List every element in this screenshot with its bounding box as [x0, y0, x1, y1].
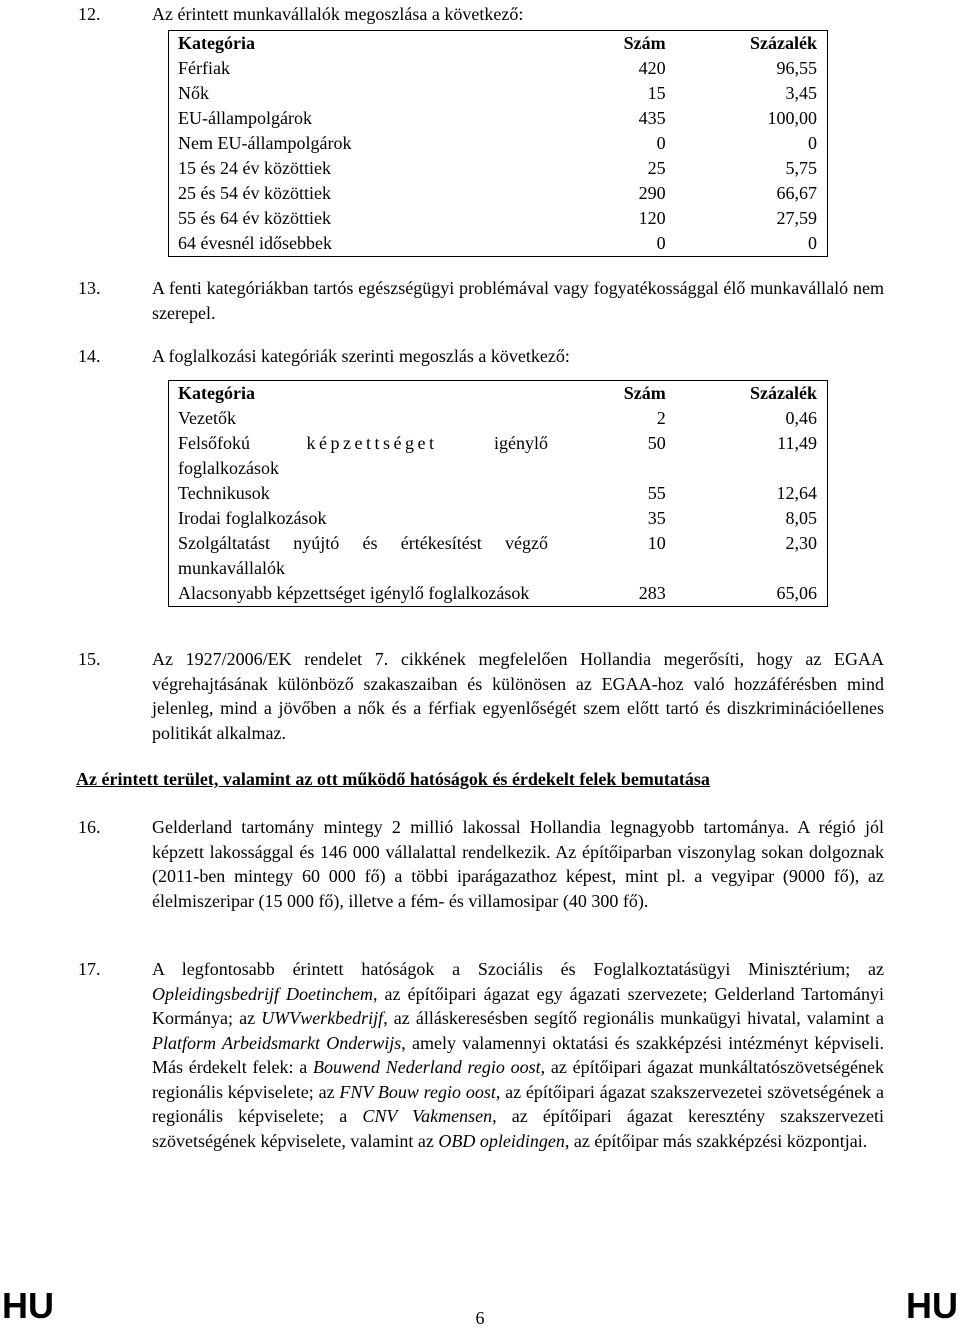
paragraph-text: A foglalkozási kategóriák szerinti megoszlás a következő: [152, 346, 570, 366]
table-cell: 2,30 [785, 533, 817, 553]
table-row [169, 406, 828, 431]
table-row [169, 56, 828, 81]
paragraph-text [152, 957, 884, 1153]
table-cell [169, 431, 559, 481]
paragraph-text: Gelderland tartomány mintegy 2 millió lakossal Hollandia legnagyobb tartománya. A régió jól képzett lakossággal és 146 000 vállalattal rendelkezik. Az építőiparban viszonylag sokan dolgoznak (2011-ben mintegy 60 000 fő) a többi iparágazathoz képest, mint pl. a vegyipar (9000 fő), az élelmiszeripar (15 000 fő), illetve a fém- és villamosipar (40 300 fő). [152, 817, 884, 911]
table-cell: 64 évesnél idősebbek [178, 233, 332, 253]
table-row [169, 131, 828, 156]
text-run: A legfontosabb érintett hatóságok a Szociális és Foglalkoztatásügyi Minisztérium; az [152, 959, 884, 979]
table-cell: 65,06 [776, 583, 817, 603]
table-cell: 96,55 [776, 58, 817, 78]
text-run: , az építőipari ágazat munkáltatószövetségének regionális képviselete; az [152, 1057, 884, 1102]
table-row [169, 531, 828, 581]
table-cell: 290 [638, 183, 666, 203]
table-cell: 25 [647, 158, 666, 178]
section-heading: Az érintett terület, valamint az ott működő hatóságok és érdekelt felek bemutatása [76, 769, 710, 789]
table-cell: Nők [178, 83, 209, 103]
table-cell: 8,05 [785, 508, 817, 528]
organization-name: Bouwend Nederland regio oost [312, 1057, 541, 1077]
paragraph-15 [78, 647, 884, 745]
text-run: , az építőipar más szakképzési központjai. [564, 1130, 868, 1151]
paragraph-13 [78, 276, 884, 325]
organization-name: OBD opleidingen [438, 1130, 565, 1151]
header-cell: Kategória [178, 33, 255, 53]
table-cell: 10 [647, 533, 666, 553]
table-cell: 0 [808, 233, 817, 253]
table-cell: 50 [647, 433, 666, 453]
organization-name: Opleidingsbedrijf Doetinchem [152, 983, 374, 1004]
workers-distribution-table [168, 30, 828, 257]
text-run: , az építőipari ágazat egy ágazati szervezete; Gelderland Tartományi Kormánya; az [152, 983, 884, 1028]
page-number: 6 [475, 1308, 485, 1328]
table-cell: 3,45 [785, 83, 817, 103]
occupation-distribution-table [168, 380, 828, 607]
footer-language-code-left: HU [2, 1285, 54, 1326]
header-cell: Szám [623, 383, 666, 403]
table-cell: Irodai foglalkozások [178, 508, 327, 528]
header-cell: Százalék [750, 33, 817, 53]
text-run: , amely valamennyi oktatási és szakképzési intézményt képviseli. Más érdekelt felek: a [152, 1032, 885, 1077]
table-cell: Férfiak [178, 58, 230, 78]
table-cell: 435 [638, 108, 666, 128]
table-cell: 55 [647, 483, 666, 503]
table-cell: 0 [656, 133, 666, 153]
table-cell: EU-állampolgárok [178, 108, 312, 128]
table-cell: Nem EU-állampolgárok [178, 133, 352, 153]
table-cell: 420 [638, 58, 666, 78]
table-row [169, 481, 828, 506]
table-cell: Szolgáltatást nyújtó és értékesítést végző munkavállalók [178, 533, 549, 578]
text-run: , az építőipari ágazat szakszervezetei szövetségének a regionális képviselete; a [152, 1081, 884, 1126]
paragraph-number: 17. [78, 959, 101, 979]
paragraph-number: 14. [78, 346, 101, 366]
table-header-row [169, 31, 828, 57]
table-row [169, 156, 828, 181]
table-cell: 66,67 [776, 183, 817, 203]
table-row [169, 206, 828, 231]
cell-word: igénylő [494, 433, 548, 453]
paragraph-text: A fenti kategóriákban tartós egészségügyi problémával vagy fogyatékossággal élő munkavállaló nem szerepel. [152, 278, 884, 323]
paragraph-number: 12. [78, 4, 101, 24]
table-cell: Technikusok [178, 483, 270, 503]
paragraph-16 [78, 815, 884, 913]
table-row [169, 581, 828, 607]
cell-word: képzettséget [306, 433, 438, 453]
table-row [169, 81, 828, 106]
table-cell: 35 [647, 508, 666, 528]
header-cell: Szám [623, 33, 666, 53]
table-cell: 283 [638, 583, 666, 603]
table-cell: 120 [638, 208, 666, 228]
organization-name: CNV Vakmensen [362, 1106, 493, 1126]
table-cell: 27,59 [776, 208, 817, 228]
text-run: , az építőipari ágazat keresztény szakszervezeti szövetségének képviselete, valamint az [152, 1106, 885, 1151]
paragraph-number: 16. [78, 817, 101, 837]
table-row [169, 231, 828, 257]
organization-name: UWVwerkbedrijf [261, 1008, 384, 1028]
cell-second-line: foglalkozások [178, 458, 279, 478]
table-cell: 15 és 24 év közöttiek [178, 158, 331, 178]
cell-first-line [178, 431, 548, 456]
table-row [169, 106, 828, 131]
table-cell: 15 [647, 83, 666, 103]
table-header-row [169, 381, 828, 407]
paragraph-text: Az érintett munkavállalók megoszlása a következő: [152, 4, 524, 24]
header-cell: Kategória [178, 383, 255, 403]
table-cell: 0 [656, 233, 666, 253]
table-cell: 11,49 [777, 433, 817, 453]
text-run: , az álláskeresésben segítő regionális munkaügyi hivatal, valamint a [383, 1008, 884, 1028]
table-cell: 12,64 [776, 483, 817, 503]
table-row [169, 431, 828, 481]
table-cell: 2 [656, 408, 666, 428]
organization-name: FNV Bouw regio oost [339, 1081, 496, 1102]
table-row [169, 181, 828, 206]
table-cell: 0,46 [785, 408, 817, 428]
organization-name: Platform Arbeidsmarkt Onderwijs [152, 1032, 402, 1053]
header-cell: Százalék [750, 383, 817, 403]
table-cell: 5,75 [785, 158, 817, 178]
table-cell: 100,00 [767, 108, 817, 128]
cell-word: Felsőfokú [178, 433, 250, 453]
paragraph-17 [78, 957, 884, 1153]
table-cell: Vezetők [178, 408, 236, 428]
footer-language-code-right: HU [906, 1285, 958, 1326]
paragraph-number: 13. [78, 278, 101, 298]
paragraph-number: 15. [78, 649, 101, 669]
paragraph-14 [78, 344, 884, 369]
table-cell: 0 [808, 133, 817, 153]
table-row [169, 506, 828, 531]
table-cell: 55 és 64 év közöttiek [178, 208, 331, 228]
paragraph-text: Az 1927/2006/EK rendelet 7. cikkének megfelelően Hollandia megerősíti, hogy az EGAA végrehajtásának különböző szakaszaiban és különösen az EGAA-hoz való hozzáférésben mind jelenleg, mind a jövőben a nők és a férfiak egyenlőségét szem előtt tartó és diszkriminációellenes politikát alkalmaz. [152, 649, 884, 743]
table-cell: 25 és 54 év közöttiek [178, 183, 331, 203]
table-cell: Alacsonyabb képzettséget igénylő foglalkozások [178, 583, 530, 603]
paragraph-12 [78, 2, 884, 27]
